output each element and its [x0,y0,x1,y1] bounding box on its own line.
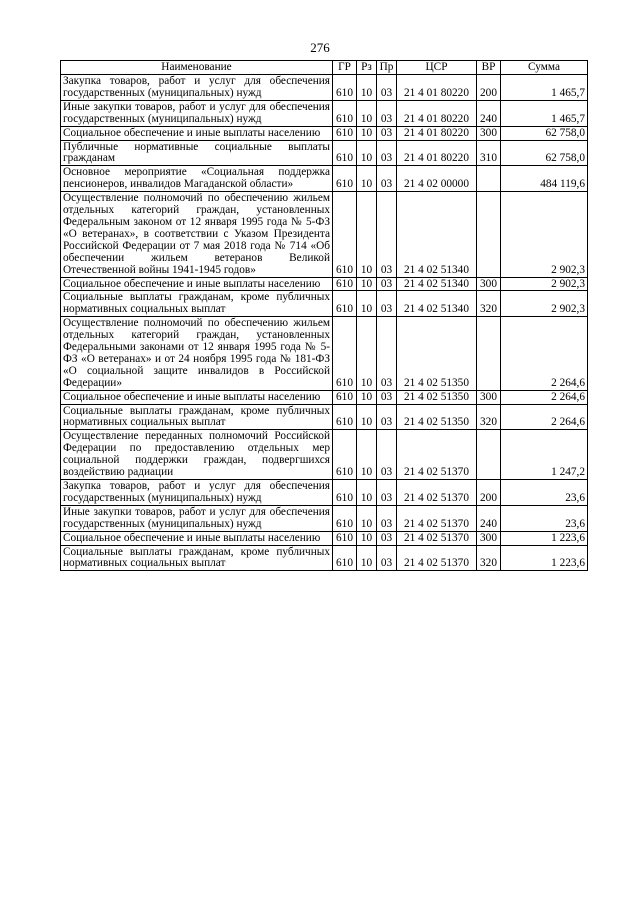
row-name: Закупка товаров, работ и услуг для обеспечения государственных (муниципальных) нужд [61,75,333,101]
row-vr [477,430,501,480]
row-rz: 10 [357,100,377,126]
row-rz: 10 [357,430,377,480]
row-sum: 1 247,2 [501,430,588,480]
row-rz: 10 [357,140,377,166]
table-row [61,531,588,545]
row-csr: 21 4 02 51350 [397,404,477,430]
row-pr: 03 [377,166,397,192]
row-gr: 610 [333,545,357,571]
row-csr: 21 4 02 51370 [397,505,477,531]
row-rz: 10 [357,531,377,545]
row-rz: 10 [357,404,377,430]
row-name: Иные закупки товаров, работ и услуг для обеспечения государственных (муниципальных) нужд [61,505,333,531]
row-gr: 610 [333,390,357,404]
row-csr: 21 4 01 80220 [397,100,477,126]
row-name: Социальное обеспечение и иные выплаты населению [61,390,333,404]
row-name: Социальное обеспечение и иные выплаты населению [61,531,333,545]
header-row [61,61,588,75]
table-body [61,75,588,571]
row-pr: 03 [377,277,397,291]
row-sum: 2 264,6 [501,390,588,404]
row-rz: 10 [357,317,377,390]
row-vr: 300 [477,390,501,404]
row-gr: 610 [333,480,357,506]
row-name: Публичные нормативные социальные выплаты гражданам [61,140,333,166]
header-gr: ГР [333,61,357,75]
row-vr: 320 [477,545,501,571]
table-row [61,545,588,571]
page-number: 276 [310,40,330,55]
row-rz: 10 [357,390,377,404]
row-pr: 03 [377,317,397,390]
row-name: Осуществление переданных полномочий Российской Федерации по предоставлению отдельных мер социальной поддержки граждан, подвергшихся воздействию радиации [61,430,333,480]
row-sum: 62 758,0 [501,140,588,166]
row-name: Иные закупки товаров, работ и услуг для обеспечения государственных (муниципальных) нужд [61,100,333,126]
row-csr: 21 4 02 51370 [397,531,477,545]
row-sum: 2 902,3 [501,192,588,277]
row-name: Социальные выплаты гражданам, кроме публичных нормативных социальных выплат [61,404,333,430]
row-pr: 03 [377,192,397,277]
row-sum: 2 902,3 [501,277,588,291]
header-vr: ВР [477,61,501,75]
row-rz: 10 [357,480,377,506]
table-row [61,390,588,404]
table-row [61,317,588,390]
table-row [61,126,588,140]
row-name: Социальное обеспечение и иные выплаты населению [61,126,333,140]
row-sum: 2 264,6 [501,404,588,430]
row-csr: 21 4 02 51340 [397,192,477,277]
row-pr: 03 [377,140,397,166]
row-name: Осуществление полномочий по обеспечению жильем отдельных категорий граждан, установленных Федеральными законами от 12 января 1995 года № 5-ФЗ «О ветеранах» и от 24 ноября 1995 года № 181-ФЗ «О социальной защите инвалидов в Российской Федерации» [61,317,333,390]
row-vr [477,192,501,277]
table-row [61,480,588,506]
row-gr: 610 [333,505,357,531]
row-sum: 1 223,6 [501,545,588,571]
row-csr: 21 4 02 00000 [397,166,477,192]
row-rz: 10 [357,545,377,571]
row-rz: 10 [357,166,377,192]
row-name: Социальное обеспечение и иные выплаты населению [61,277,333,291]
row-pr: 03 [377,404,397,430]
row-rz: 10 [357,75,377,101]
row-sum: 1 465,7 [501,100,588,126]
row-vr: 300 [477,531,501,545]
row-pr: 03 [377,545,397,571]
row-vr: 300 [477,277,501,291]
row-csr: 21 4 01 80220 [397,75,477,101]
row-name: Социальные выплаты гражданам, кроме публичных нормативных социальных выплат [61,291,333,317]
row-gr: 610 [333,531,357,545]
row-sum: 484 119,6 [501,166,588,192]
table-row [61,430,588,480]
row-name: Осуществление полномочий по обеспечению жильем отдельных категорий граждан, установленных Федеральным законом от 12 января 1995 года № 5-ФЗ «О ветеранах», в соответствии с Указом Президента Российской Федерации от 7 мая 2018 года № 714 «Об обеспечении жильем ветеранов Великой Отечественной войны 1941-1945 годов» [61,192,333,277]
row-csr: 21 4 02 51350 [397,317,477,390]
row-pr: 03 [377,430,397,480]
table-row [61,75,588,101]
row-vr [477,166,501,192]
table-header [61,61,588,75]
row-vr [477,317,501,390]
table-row [61,166,588,192]
row-vr: 240 [477,505,501,531]
row-pr: 03 [377,75,397,101]
row-csr: 21 4 02 51370 [397,545,477,571]
row-sum: 23,6 [501,480,588,506]
row-vr: 200 [477,480,501,506]
row-gr: 610 [333,404,357,430]
row-name: Основное мероприятие «Социальная поддержка пенсионеров, инвалидов Магаданской области» [61,166,333,192]
row-gr: 610 [333,166,357,192]
row-csr: 21 4 02 51340 [397,291,477,317]
row-vr: 200 [477,75,501,101]
row-pr: 03 [377,390,397,404]
row-gr: 610 [333,126,357,140]
row-pr: 03 [377,531,397,545]
row-vr: 240 [477,100,501,126]
row-gr: 610 [333,277,357,291]
row-rz: 10 [357,505,377,531]
row-rz: 10 [357,192,377,277]
row-vr: 320 [477,404,501,430]
row-sum: 1 223,6 [501,531,588,545]
row-sum: 62 758,0 [501,126,588,140]
row-vr: 320 [477,291,501,317]
table-row [61,100,588,126]
table-row [61,291,588,317]
table-row [61,505,588,531]
row-pr: 03 [377,126,397,140]
table-row [61,192,588,277]
header-pr: Пр [377,61,397,75]
row-sum: 23,6 [501,505,588,531]
row-csr: 21 4 02 51370 [397,480,477,506]
row-sum: 2 902,3 [501,291,588,317]
row-gr: 610 [333,140,357,166]
row-csr: 21 4 02 51350 [397,390,477,404]
row-rz: 10 [357,126,377,140]
row-sum: 1 465,7 [501,75,588,101]
header-sum: Сумма [501,61,588,75]
row-gr: 610 [333,192,357,277]
row-csr: 21 4 02 51370 [397,430,477,480]
row-csr: 21 4 01 80220 [397,140,477,166]
row-csr: 21 4 01 80220 [397,126,477,140]
row-gr: 610 [333,291,357,317]
table-row [61,277,588,291]
row-csr: 21 4 02 51340 [397,277,477,291]
row-rz: 10 [357,291,377,317]
row-rz: 10 [357,277,377,291]
header-name: Наименование [61,61,333,75]
row-pr: 03 [377,505,397,531]
row-pr: 03 [377,480,397,506]
header-csr: ЦСР [397,61,477,75]
row-sum: 2 264,6 [501,317,588,390]
row-gr: 610 [333,430,357,480]
table-row [61,140,588,166]
row-gr: 610 [333,317,357,390]
row-gr: 610 [333,100,357,126]
row-name: Закупка товаров, работ и услуг для обеспечения государственных (муниципальных) нужд [61,480,333,506]
row-vr: 300 [477,126,501,140]
row-pr: 03 [377,291,397,317]
row-gr: 610 [333,75,357,101]
header-rz: Рз [357,61,377,75]
budget-table [60,60,588,571]
row-name: Социальные выплаты гражданам, кроме публичных нормативных социальных выплат [61,545,333,571]
table-row [61,404,588,430]
row-pr: 03 [377,100,397,126]
row-vr: 310 [477,140,501,166]
